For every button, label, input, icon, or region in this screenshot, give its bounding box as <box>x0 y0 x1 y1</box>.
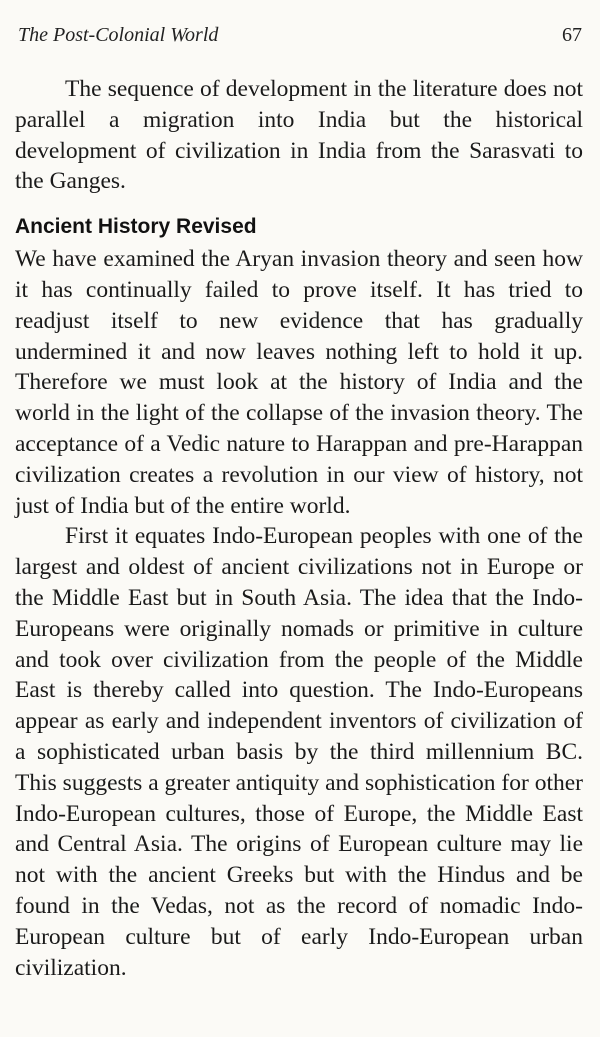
paragraph-2: We have examined the Aryan invasion theory and seen how it has continually failed to prove itself. It has tried to readjust itself to new evidence that has gradually undermined it and now leaves nothing left to hold it up. Therefore we must look at the history of India and the world in the light of the collapse of the invasion theory. The acceptance of a Vedic nature to Harappan and pre-Harappan civilization creates a revolution in our view of history, not just of India but of the entire world. <box>15 246 583 519</box>
running-header <box>18 24 582 52</box>
body-text <box>15 74 583 983</box>
running-title: The Post-Colonial World <box>18 24 219 46</box>
paragraph-3: First it equates Indo-European peoples with one of the largest and oldest of ancient civilizations not in Europe or the Middle East but in South Asia. The idea that the Indo-Europeans were originally nomads or primitive in culture and took over civilization from the people of the Middle East is thereby called into question. The Indo-Europeans appear as early and independent inventors of civilization of a sophisticated urban basis by the third millennium BC. This suggests a greater antiquity and sophistication for other Indo-European cultures, those of Europe, the Middle East and Central Asia. The origins of European culture may lie not with the ancient Greeks but with the Hindus and be found in the Vedas, not as the record of nomadic Indo-European culture but of early Indo-European urban civilization. <box>15 523 583 981</box>
section-heading: Ancient History Revised <box>15 215 257 239</box>
paragraph-1: The sequence of development in the literature does not parallel a migration into India but the historical development of civilization in India from the Sarasvati to the Ganges. <box>15 76 583 195</box>
page-number: 67 <box>562 24 582 46</box>
